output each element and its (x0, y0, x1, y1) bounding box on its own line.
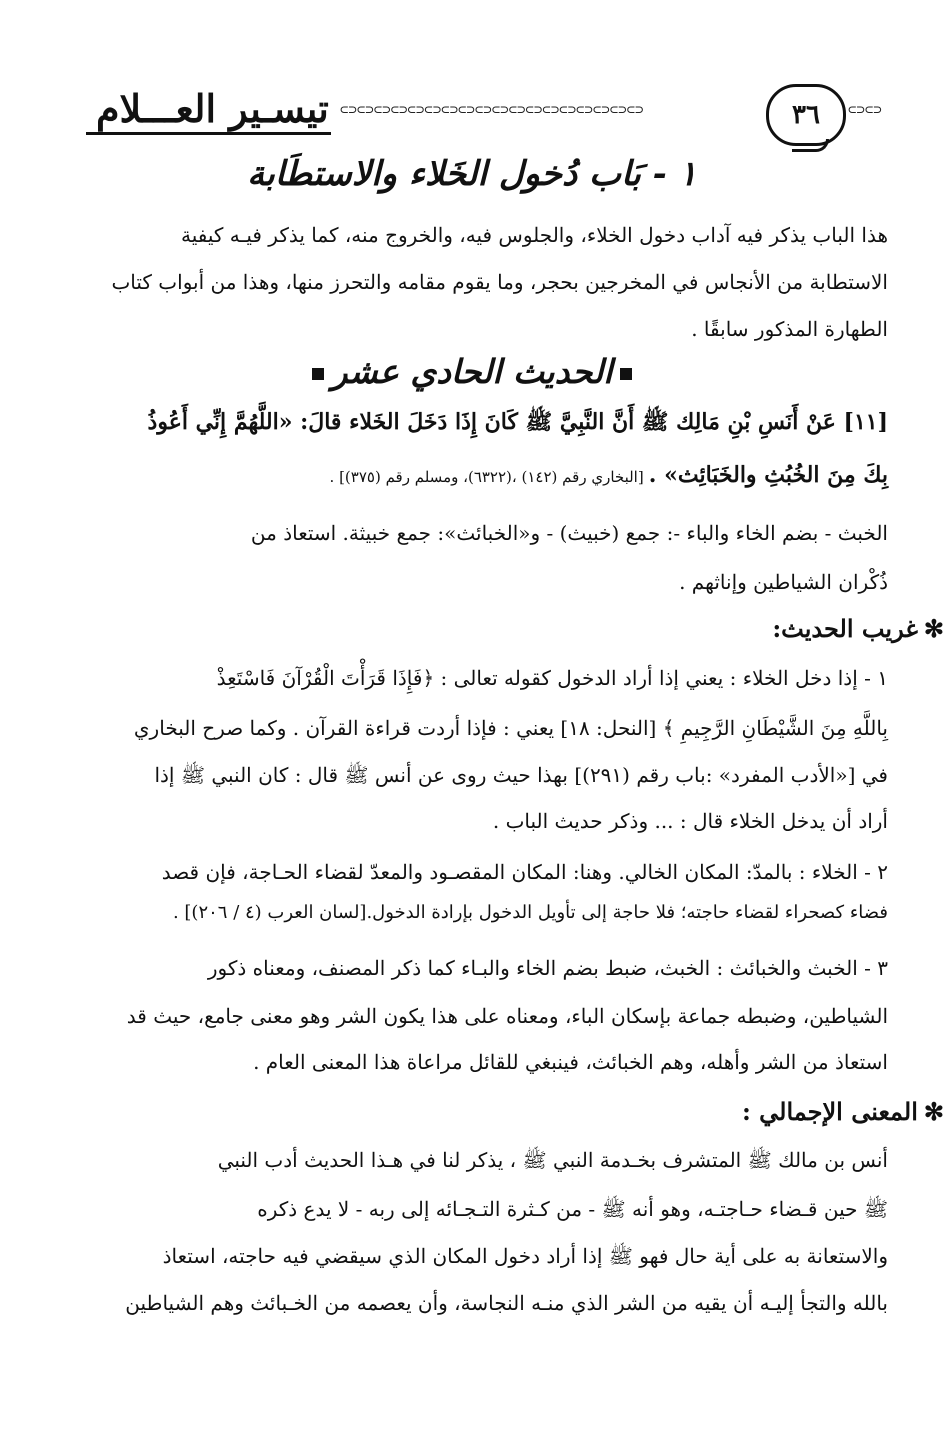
page-number: ٣٦ (766, 84, 846, 146)
hadith-title-text: الحديث الحادي عشر (331, 352, 613, 391)
square-bullet-icon (312, 368, 324, 380)
header-ornament-small: ⊂⊃⊂⊃ (848, 102, 882, 118)
page-header (86, 84, 898, 148)
hadith-line-text: بِكَ مِنَ الخُبُثِ والخَبَائِث» . (648, 462, 888, 488)
text-line: ١ - إذا دخل الخلاء : يعني إذا أراد الدخول كقوله تعالى : ﴿فَإِذَا قَرَأْتَ الْقُرْآنَ فَاسْتَعِذْ (216, 666, 888, 690)
text-line: استعاذ من الشر وأهله، وهم الخبائث، فينبغي للقائل مراعاة هذا المعنى العام . (253, 1050, 888, 1074)
asterisk-icon: ✻ (923, 614, 944, 643)
asterisk-icon: ✻ (923, 1097, 944, 1126)
meaning-heading (0, 1097, 944, 1126)
page-number-frame-tail (792, 139, 829, 152)
text-line: ﷺ حين قـضاء حـاجتـه، وهو أنه ﷺ - من كـثرة التـجـائه إلى ربه - لا يدع ذكره (257, 1197, 888, 1221)
gharib-heading-text: غريب الحديث: (772, 614, 918, 643)
text-line: أنس بن مالك ﷺ المتشرف بخـدمة النبي ﷺ ، يذكر لنا في هـذا الحديث أدب النبي (217, 1148, 888, 1172)
text-line: ذُكْران الشياطين وإناثهم . (679, 570, 888, 594)
text-line: والاستعانة به على أية حال فهو ﷺ إذا أراد دخول المكان الذي سيقضي فيه حاجته، استعاذ (162, 1244, 888, 1268)
text-line: ٢ - الخلاء : بالمدّ: المكان الخالي. وهنا: المكان المقصـود والمعدّ لقضاء الحـاجة، فإن قصد (161, 860, 888, 884)
header-ornament: ⊂⊃⊂⊃⊂⊃⊂⊃⊂⊃⊂⊃⊂⊃⊂⊃⊂⊃⊂⊃⊂⊃⊂⊃⊂⊃⊂⊃⊂⊃⊂⊃⊂⊃⊂⊃ (340, 102, 644, 118)
text-line: في [«الأدب المفرد» :باب رقم (٢٩١)] بهذا حيث روى عن أنس ﷺ قال : كان النبي ﷺ إذا (154, 763, 888, 787)
hadith-title (0, 352, 944, 391)
meaning-heading-text: المعنى الإجمالي : (741, 1097, 918, 1126)
chapter-title: ١ - بَاب دُخول الخَلاء والاستطَابة (247, 154, 697, 194)
title-underline (86, 132, 331, 135)
text-line: هذا الباب يذكر فيه آداب دخول الخلاء، والجلوس فيه، والخروج منه، كما يذكر فيـه كيفية (180, 223, 888, 247)
text-line: الخبث - بضم الخاء والباء -: جمع (خبيث) - و«الخبائث»: جمع خبيثة. استعاذ من (250, 521, 888, 545)
text-line: الطهارة المذكور سابقًا . (691, 317, 888, 341)
text-line: أراد أن يدخل الخلاء قال : ... وذكر حديث الباب . (492, 809, 888, 833)
book-title: تيسـير العـــلام (96, 86, 329, 131)
hadith-line: [١١] عَنْ أَنَسِ بْنِ مَالِك ﷺ أَنَّ النَّبِيَّ ﷺ كَانَ إِذَا دَخَلَ الخَلاء قالَ: «اللَّهُمَّ إِنِّي أَعُوذُ (147, 409, 888, 435)
hadith-line (88, 462, 888, 488)
text-line: بِاللَّهِ مِنَ الشَّيْطَانِ الرَّجِيمِ ﴾ [النحل: ١٨] يعني : فإذا أردت قراءة القرآن . وكما صرح البخاري (133, 716, 888, 740)
text-line: بالله والتجأ إليـه أن يقيه من الشر الذي منـه النجاسة، وأن يعصمه من الخـبائث وهم الشياطين (125, 1291, 888, 1315)
gharib-heading (0, 614, 944, 643)
text-line: الشياطين، وضبطه جماعة بإسكان الباء، ومعناه على هذا يكون الشر وهو معنى جامع، حيث قد (126, 1004, 888, 1028)
square-bullet-icon (620, 368, 632, 380)
text-line: ٣ - الخبث والخبائث : الخبث، ضبط بضم الخاء والبـاء كما ذكر المصنف، ومعناه ذكور (207, 956, 888, 980)
text-line: الاستطابة من الأنجاس في المخرجين بحجر، وما يقوم مقامه والتحرز منها، وهذا من أبواب كتاب (111, 270, 888, 294)
text-line: فضاء كصحراء لقضاء حاجته؛ فلا حاجة إلى تأويل الدخول بإرادة الدخول.[لسان العرب (٤ / ٢٠٦)] . (172, 902, 888, 923)
hadith-reference: [البخاري رقم (١٤٢) ،(٦٣٢٢)، ومسلم رقم (٣٧٥)] . (329, 468, 644, 486)
